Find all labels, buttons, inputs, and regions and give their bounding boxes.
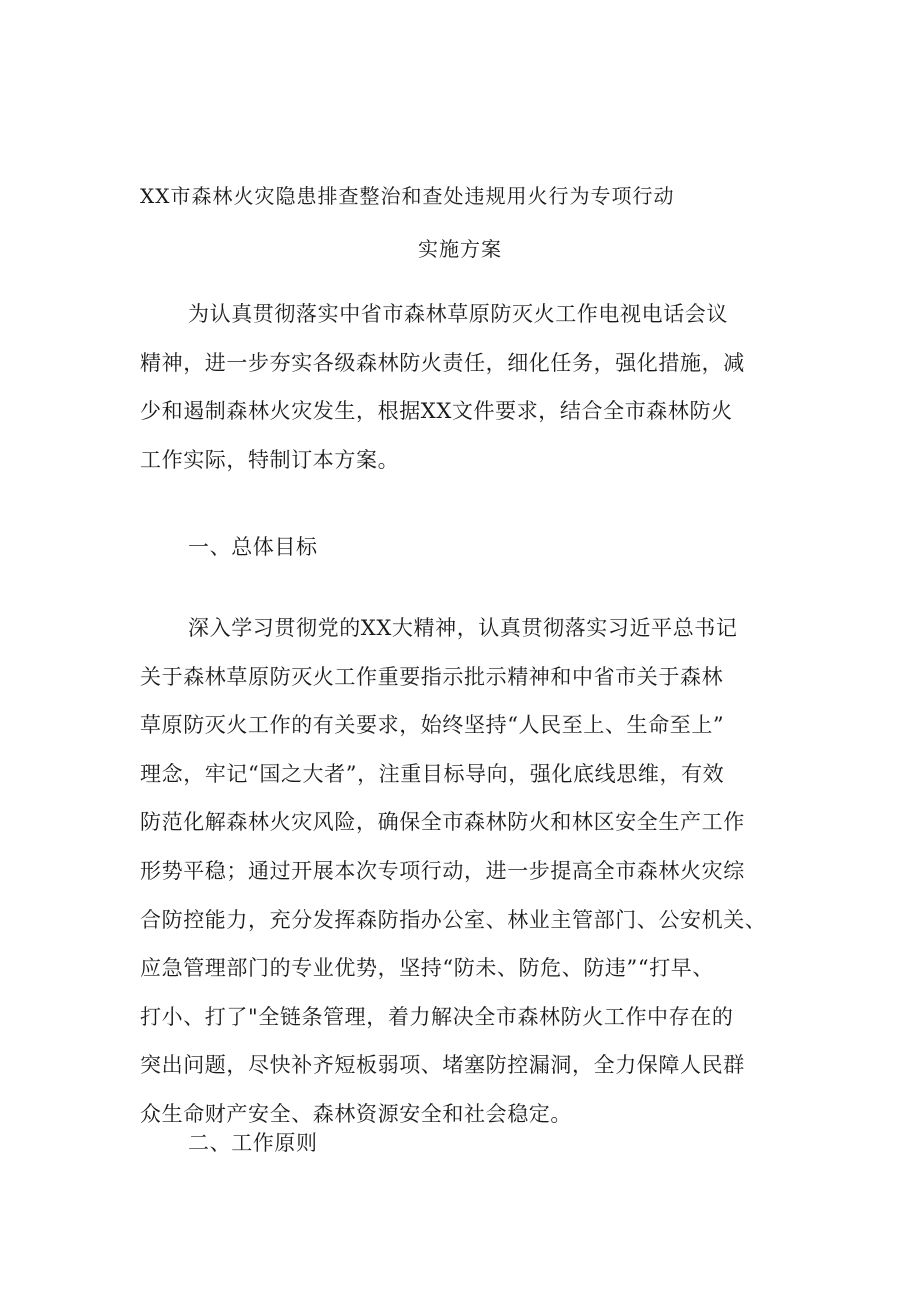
paragraph-line: 应急管理部门的专业优势，坚持“防未、防危、防违”“打早、: [140, 956, 715, 981]
paragraph-line: 合防控能力，充分发挥森防指办公室、林业主管部门、公安机关、: [140, 907, 767, 932]
paragraph-line: 为认真贯彻落实中省市森林草原防灭火工作电视电话会议: [188, 302, 728, 326]
paragraph-line: 草原防灭火工作的有关要求，始终坚持“人民至上、生命至上”: [140, 713, 725, 738]
overall-goal-paragraph: [140, 604, 790, 1139]
section-heading-text: 二、工作原则: [188, 1131, 318, 1155]
paragraph-line: 理念，牢记“国之大者”，注重目标导向，强化底线思维，有效: [140, 761, 725, 786]
paragraph-line: 关于森林草原防灭火工作重要指示批示精神和中省市关于森林: [140, 664, 724, 689]
section-heading-text: 一、总体目标: [188, 535, 318, 559]
paragraph-line: 精神，进一步夯实各级森林防火责任，细化任务，强化措施，减: [140, 350, 745, 375]
paragraph-line: 打小、打了"全链条管理，着力解决全市森林防火工作中存在的: [140, 1004, 734, 1029]
section-heading-work-principles: [140, 1119, 790, 1168]
document-title-line-1: XX市森林火灾隐患排查整治和查处违规用火行为专项行动: [140, 184, 675, 208]
paragraph-line: 少和遏制森林火灾发生，根据XX文件要求，结合全市森林防火: [140, 399, 733, 424]
paragraph-line: 突出问题，尽快补齐短板弱项、堵塞防控漏洞，全力保障人民群: [140, 1053, 745, 1078]
paragraph-line: 工作实际，特制订本方案。: [140, 447, 400, 472]
paragraph-line: 深入学习贯彻党的XX大精神，认真贯彻落实习近平总书记: [188, 616, 738, 640]
intro-paragraph: [140, 290, 790, 484]
document-title-line-2: 实施方案: [418, 237, 502, 261]
paragraph-line: 防范化解森林火灾风险，确保全市森林防火和林区安全生产工作: [140, 810, 745, 835]
paragraph-line: 形势平稳；通过开展本次专项行动，进一步提高全市森林火灾综: [140, 858, 745, 883]
paragraph-line: 众生命财产安全、森林资源安全和社会稳定。: [140, 1101, 572, 1126]
section-heading-overall-goal: [140, 523, 790, 572]
